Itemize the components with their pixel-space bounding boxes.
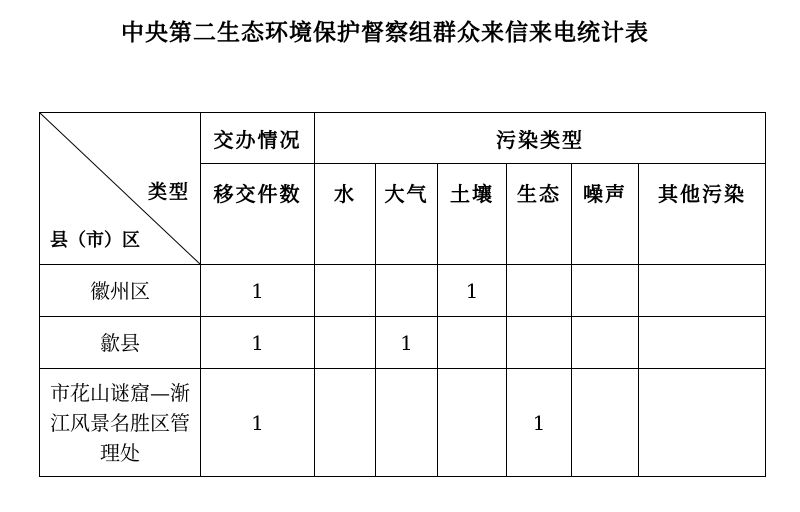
ecology-cell: 1 — [507, 369, 572, 477]
table-row — [40, 317, 766, 369]
transferred-count: 1 — [201, 265, 315, 317]
water-cell — [315, 369, 376, 477]
transferred-count-header: 移交件数 — [201, 164, 315, 265]
noise-cell — [572, 265, 639, 317]
pollution-col-water: 水 — [315, 164, 376, 265]
soil-cell — [438, 317, 507, 369]
corner-label-type: 类型 — [147, 181, 190, 203]
header-row-top — [40, 113, 766, 164]
air-cell — [376, 265, 438, 317]
other-cell — [639, 369, 766, 477]
soil-cell: 1 — [438, 265, 507, 317]
noise-cell — [572, 369, 639, 477]
ecology-cell — [507, 317, 572, 369]
county-name: 市花山谜窟—渐江风景名胜区管理处 — [40, 369, 201, 477]
transferred-count: 1 — [201, 317, 315, 369]
page-title: 中央第二生态环境保护督察组群众来信来电统计表 — [121, 20, 649, 46]
pollution-col-ecology: 生态 — [507, 164, 572, 265]
corner-header-cell — [40, 113, 201, 265]
transferred-count: 1 — [201, 369, 315, 477]
pollution-col-other: 其他污染 — [639, 164, 766, 265]
statistics-table — [39, 112, 766, 477]
other-cell — [639, 265, 766, 317]
noise-cell — [572, 317, 639, 369]
handling-group-header: 交办情况 — [201, 113, 315, 164]
soil-cell — [438, 369, 507, 477]
corner-label-county: 县（市）区 — [50, 230, 140, 251]
other-cell — [639, 317, 766, 369]
pollution-col-soil: 土壤 — [438, 164, 507, 265]
air-cell: 1 — [376, 317, 438, 369]
air-cell — [376, 369, 438, 477]
table-row — [40, 369, 766, 477]
ecology-cell — [507, 265, 572, 317]
pollution-col-air: 大气 — [376, 164, 438, 265]
pollution-group-header: 污染类型 — [315, 113, 766, 164]
water-cell — [315, 317, 376, 369]
county-name: 歙县 — [40, 317, 201, 369]
table-row — [40, 265, 766, 317]
pollution-col-noise: 噪声 — [572, 164, 639, 265]
county-name: 徽州区 — [40, 265, 201, 317]
water-cell — [315, 265, 376, 317]
